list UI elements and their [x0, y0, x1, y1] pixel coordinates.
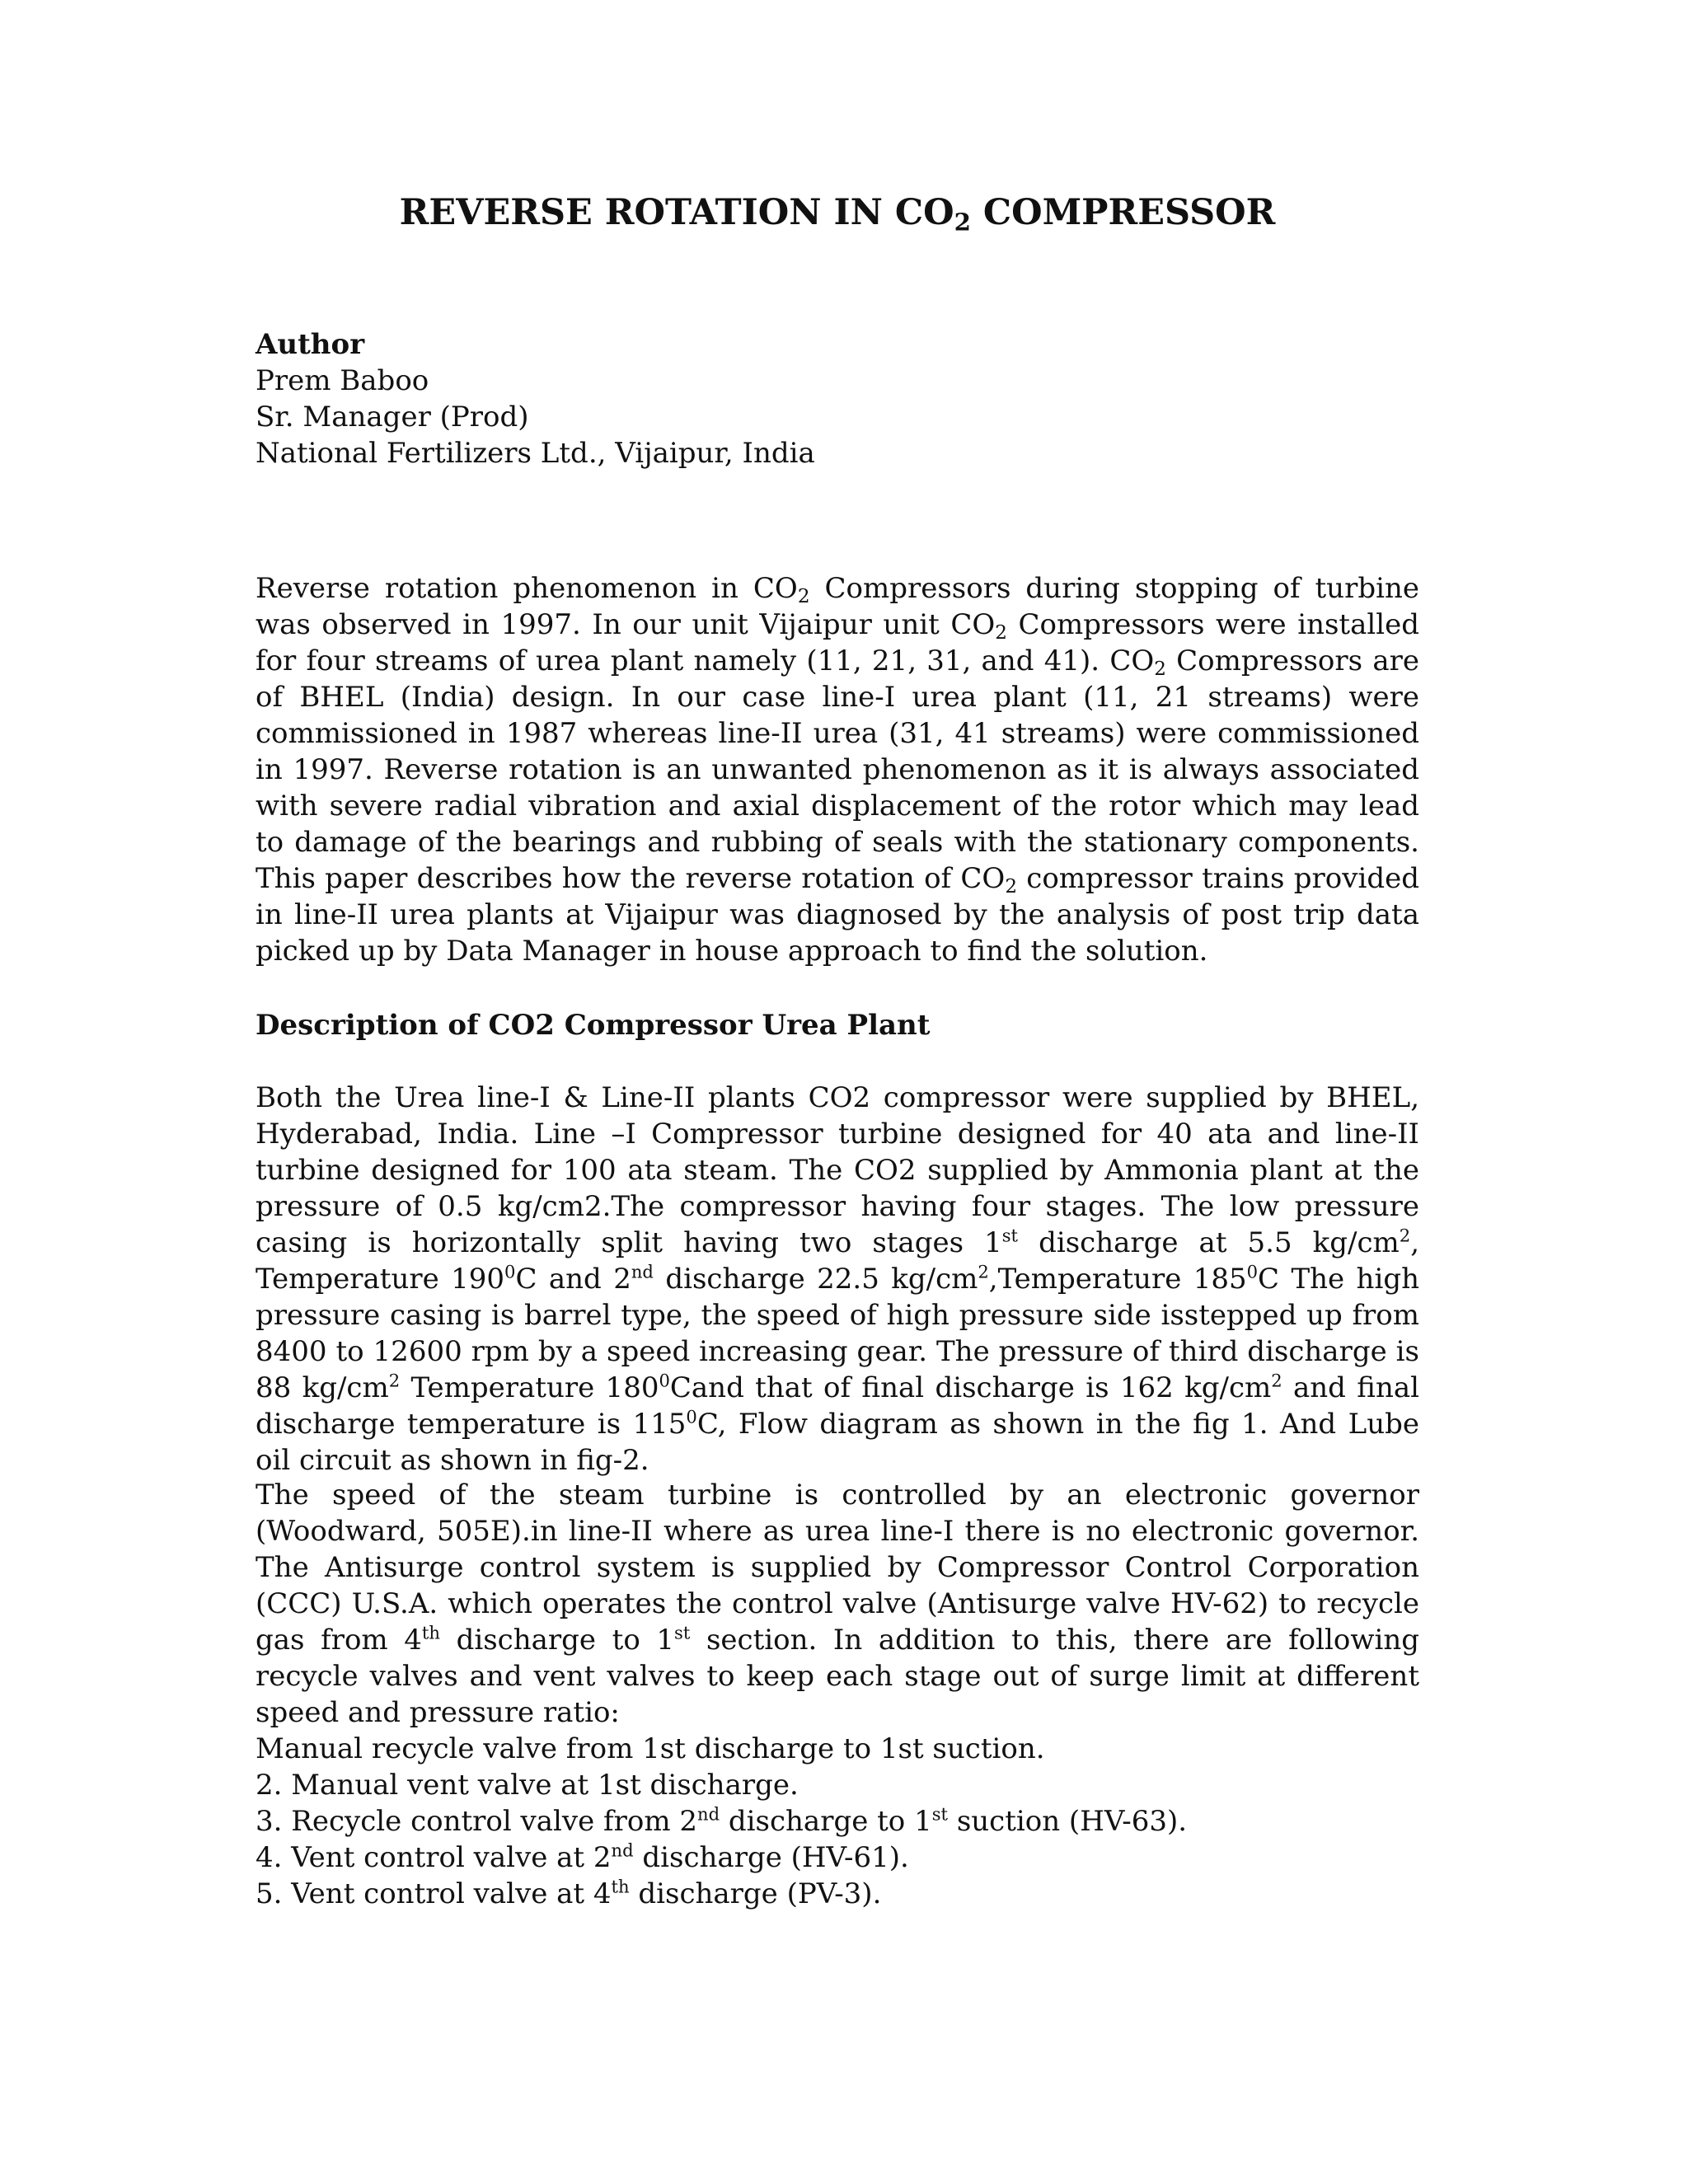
author-position: Sr. Manager (Prod): [256, 401, 529, 434]
abstract-paragraph: Reverse rotation phenomenon in $CO_2$ Compressors during stopping of turbine was observed in 1997. In our unit Vijaipur unit $CO_2$ Compressors were installed for four streams of urea plant namely (11, 21, 31, and 41). $CO_2$ Compressors are of BHEL (India) design. In our case line-I urea plant (11, 21 streams) were commissioned in 1987 whereas line-II urea (31, 41 streams) were commissioned in 1997. Reverse rotation is an unwanted phenomenon as it is always associated with severe radial vibration and axial displacement of the rotor which may lead to damage of the bearings and rubbing of seals with the stationary components. This paper describes how the reverse rotation of $CO_2$ compressor trains provided in line-II urea plants at Vijaipur was diagnosed by the analysis of post trip data picked up by Data Manager in house approach to find the solution.: [256, 572, 1419, 968]
page-title: REVERSE ROTATION IN $CO_2$ COMPRESSOR: [399, 192, 1276, 237]
author-label: Author: [256, 328, 365, 361]
author-name: Prem Baboo: [256, 364, 429, 397]
valve-list: [256, 1731, 1419, 1912]
list-item: 4. Vent control valve at 2nd discharge (HV-61).: [256, 1840, 909, 1874]
list-item: Manual recycle valve from 1st discharge to 1st suction.: [256, 1732, 1045, 1765]
author-organization: National Fertilizers Ltd., Vijaipur, India: [256, 437, 815, 470]
description-paragraph: Both the Urea line-I & Line-II plants CO2 compressor were supplied by BHEL, Hyderabad, India. Line –I Compressor turbine designed for 40 ata and line-II turbine designed for 100 ata steam. The CO2 supplied by Ammonia plant at the pressure of 0.5 kg/cm2.The compressor having four stages. The low pressure casing is horizontally split having two stages 1st discharge at 5.5 $kg/cm^2$, Temperature $190^0C$ and 2nd discharge 22.5 $kg/cm^2,Temperature$ $185^0C$ The high pressure casing is barrel type, the speed of high pressure side isstepped up from 8400 to 12600 rpm by a speed increasing gear. The pressure of third discharge is 88 $kg/cm^2$ Temperature $180^0Cand$ that of final discharge is 162 $kg/cm^2$ and final discharge temperature is $115^0C$, Flow diagram as shown in the fig 1. And Lube oil circuit as shown in fig-2.: [256, 1081, 1420, 1477]
control-paragraph: The speed of the steam turbine is controlled by an electronic governor (Woodward, 505E).in line-II where as urea line-I there is no electronic governor. The Antisurge control system is supplied by Compressor Control Corporation (CCC) U.S.A. which operates the control valve (Antisurge valve HV-62) to recycle gas from 4th discharge to 1st section. In addition to this, there are following recycle valves and vent valves to keep each stage out of surge limit at different speed and pressure ratio:: [256, 1479, 1420, 1729]
list-item: 2. Manual vent valve at 1st discharge.: [256, 1769, 799, 1802]
list-item: 5. Vent control valve at 4th discharge (PV-3).: [256, 1876, 882, 1910]
author-block: [256, 326, 1419, 471]
list-item: 3. Recycle control valve from 2nd discharge to 1st suction (HV-63).: [256, 1803, 1188, 1838]
section-heading: Description of CO2 Compressor Urea Plant: [256, 1009, 931, 1042]
